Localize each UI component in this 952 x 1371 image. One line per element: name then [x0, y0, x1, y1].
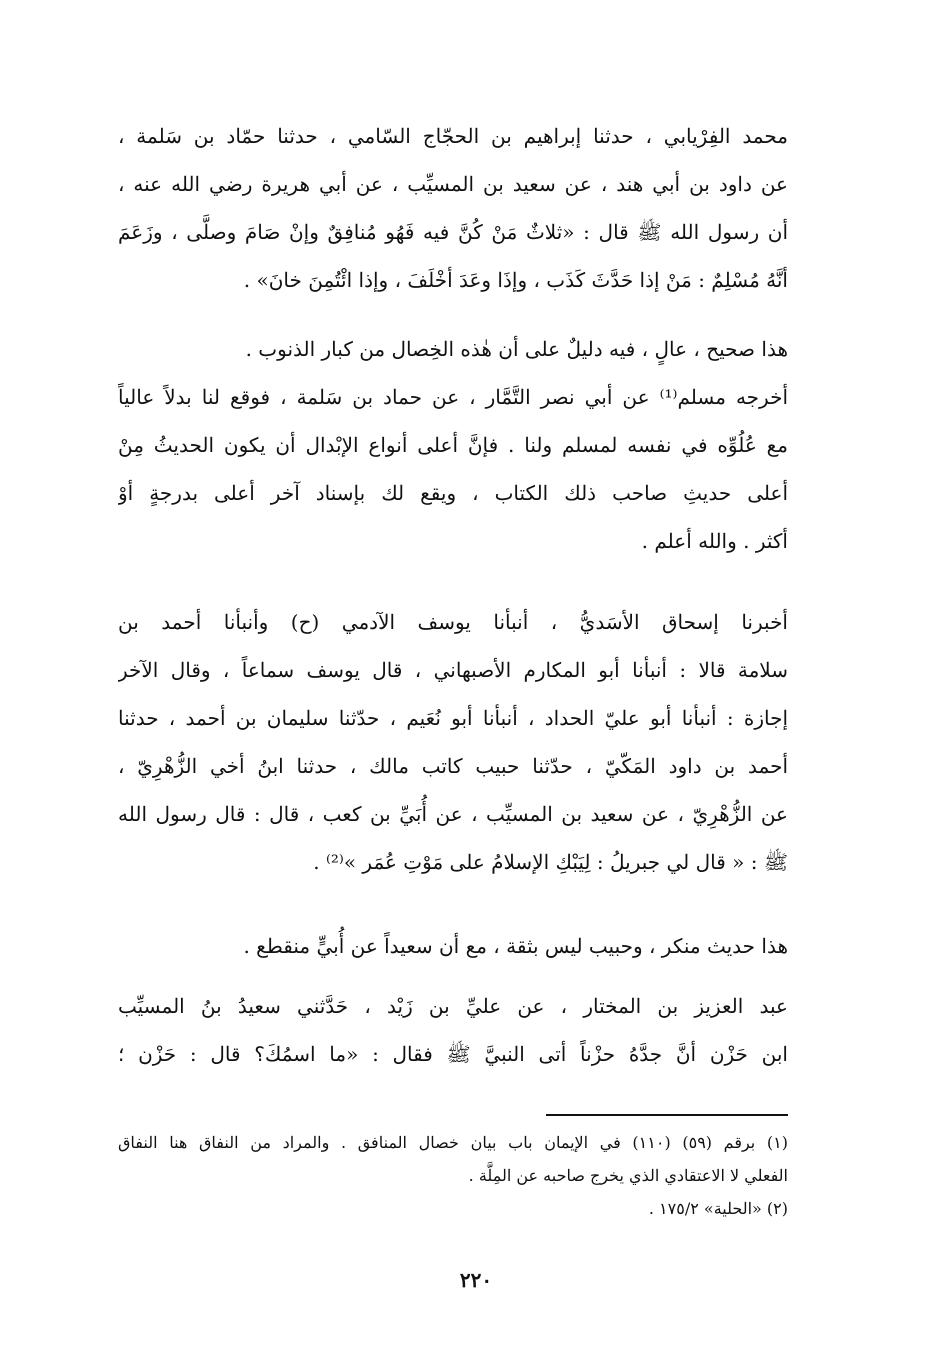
text-line: إجازة : أنبأنا أبو عليّ الحداد ، أنبأنا أبو نُعَيم ، حدّثنا سليمان بن أحمد ، حدثنا [118, 706, 788, 730]
paragraph-isnad-umar [118, 598, 788, 886]
text-line: أكثر . والله أعلم . [641, 529, 788, 553]
text-line: محمد الفِرْيابي ، حدثنا إبراهيم بن الحجّاج السّامي ، حدثنا حمّاد بن سَلمة ، [118, 124, 788, 148]
paragraph-munkar-note [118, 922, 788, 970]
text-line: أنَّهُ مُسْلِمٌ : مَنْ إذا حَدَّثَ كَذَب ، وإذَا وعَدَ أخْلَفَ ، وإذا ائْتُمِنَ خانَ» . [243, 268, 788, 292]
text-line: مع عُلُوِّه في نفسه لمسلم ولنا . فإنَّ أعلى أنواع الإبْدال أن يكون الحديثُ مِنْ [118, 433, 788, 457]
footnote-divider [546, 1114, 788, 1116]
page-number: ٢٢٠ [459, 1268, 493, 1292]
paragraph-hadith-hypocrite [118, 112, 788, 304]
paragraph-hazn [118, 982, 788, 1078]
footnotes [118, 1126, 788, 1225]
text-line: عن الزُّهْرِيّ ، عن سعيد بن المسيِّب ، عن أُبَيِّ بن كعب ، قال : قال رسول الله [118, 802, 788, 826]
text-line: أخرجه مسلم⁽¹⁾ عن أبي نصر التَّمَّار ، عن حماد بن سَلمة ، فوقع لنا بدلاً عالياً [118, 385, 788, 409]
text-line: سلامة قالا : أنبأنا أبو المكارم الأصبهاني ، قال يوسف سماعاً ، وقال الآخر [118, 658, 788, 682]
text-line: هذا صحيح ، عالٍ ، فيه دليلٌ على أن هٰذه الخِصال من كبار الذنوب . [245, 337, 788, 361]
text-line: أعلى حديثِ صاحب ذلك الكتاب ، ويقع لك بإسناد آخر أعلى بدرجةٍ أوْ [118, 481, 788, 505]
footnote-line: الفعلي لا الاعتقادي الذي يخرج صاحبه عن المِلَّة . [468, 1166, 788, 1185]
text-line: أخبرنا إسحاق الأسَديُّ ، أنبأنا يوسف الآدمي (ح) وأنبأنا أحمد بن [118, 610, 788, 634]
text-line: عبد العزيز بن المختار ، عن عليِّ بن زَيْد ، حَدَّثني سعيدُ بنُ المسيِّب [118, 994, 788, 1018]
text-line: هذا حديث منكر ، وحبيب ليس بثقة ، مع أن سعيداً عن أُبيٍّ منقطع . [243, 934, 788, 958]
text-line: ﷺ : « قال لي جبريلُ : لِيَبْكِ الإسلامُ على مَوْتِ عُمَر »⁽²⁾ . [313, 850, 788, 874]
footnote-line: (١) برقم (٥٩) (١١٠) في الإيمان باب بيان خصال المنافق . والمراد من النفاق هنا النفاق [118, 1133, 788, 1152]
text-line: ابن حَزْن أنَّ جدَّهُ حزْناً أتى النبيَّ ﷺ فقال : «ما اسمُكَ؟ قال : حَزْن ؛ [118, 1042, 788, 1066]
footnote-line: (٢) «الحلية» ١٧٥/٢ . [648, 1199, 788, 1218]
text-line: عن داود بن أبي هند ، عن سعيد بن المسيِّب ، عن أبي هريرة رضي الله عنه ، [118, 172, 788, 196]
text-line: أحمد بن داود المَكّيّ ، حدّثنا حبيب كاتب مالك ، حدثنا ابنُ أخي الزُّهْرِيّ ، [118, 754, 788, 778]
text-line: أن رسول الله ﷺ قال : «ثلاثٌ مَنْ كُنَّ فيه فَهُو مُنافِقٌ وإنْ صَامَ وصلَّى ، وزَعَمَ [118, 220, 788, 244]
paragraph-commentary-muslim [118, 325, 788, 565]
